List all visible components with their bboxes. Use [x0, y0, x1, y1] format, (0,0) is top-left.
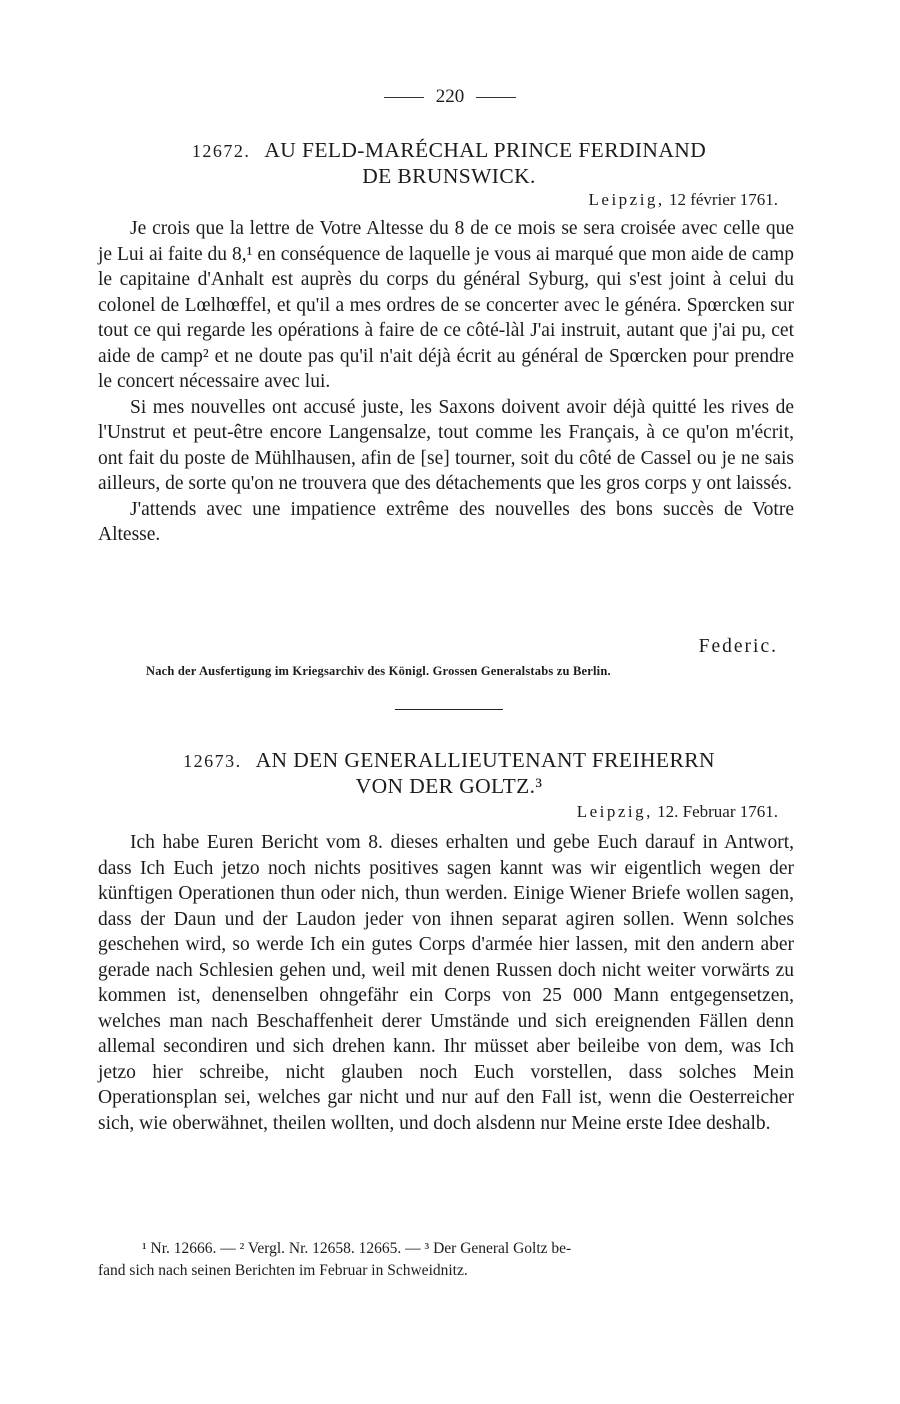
letter-heading-line: DE BRUNSWICK.: [362, 164, 536, 188]
letter-heading-line: [98, 748, 800, 774]
letter-date: 12 février 1761.: [668, 190, 778, 209]
letter-paragraph: Je crois que la lettre de Votre Altesse du 8 de ce mois se sera croisée avec celle que je Lui ai faite du 8,¹ en conséquence de laquelle je vous ai marqué que mon aide de camp le capitaine d'Anhalt est auprès du corps du général Syburg, qui s'est joint à celui du colonel de Lœlhœffel, et qu'il a mes ordres de se concerter avec le généra. Spœrcken sur tout ce qui regarde les opérations à faire de ce côté-làl J'ai instruit, autant que j'ai pu, cet aide de camp² et ne doute pas qu'il n'ait déjà écrit au général de Spœrcken pour prendre le concert nécessaire avec lui.: [98, 218, 794, 392]
letter-heading-line: [98, 138, 800, 164]
letter-heading: [98, 748, 800, 799]
letter-dateline: [589, 190, 778, 210]
letter-date-place: Leipzig,: [588, 190, 665, 209]
letter-date-place: Leipzig,: [576, 802, 653, 821]
letter-heading-line: VON DER GOLTZ.³: [355, 774, 543, 798]
letter-heading: [98, 138, 800, 189]
letter-paragraph: J'attends avec une impatience extrême des nouvelles des bons succès de Votre Altesse.: [98, 498, 794, 545]
letter-number: 12673.: [183, 751, 242, 771]
letter-heading-text: AU FELD-MARÉCHAL PRINCE FERDINAND: [264, 138, 707, 162]
page-number: 220: [435, 86, 465, 107]
header-dash-left: [384, 97, 424, 98]
source-note: Nach der Ausfertigung im Kriegsarchiv des Königl. Grossen Generalstabs zu Berlin.: [146, 664, 611, 678]
letter-body: [98, 216, 794, 548]
letter-dateline: [577, 802, 778, 822]
footnote-line: ¹ Nr. 12666. — ² Vergl. Nr. 12658. 12665. — ³ Der General Goltz be-: [142, 1240, 572, 1257]
letter-heading-text: AN DEN GENERALLIEUTENANT FREIHERRN: [255, 748, 715, 772]
letter-body: [98, 830, 794, 1136]
letter-paragraph: Ich habe Euren Bericht vom 8. dieses erhalten und gebe Euch darauf in Antwort, dass Ich Euch jetzo noch nichts positives sagen kannt was wir eigentlich wegen der künftigen Operationen thun oder nich, thun werden. Einige Wiener Briefe wollen sagen, dass der Daun und der Laudon jeder von ihnen separat agiren sollen. Wenn solches geschehen wird, so werde Ich ein gutes Corps d'armée hier lassen, mit den andern aber gerade nach Schlesien gehen und, weil mit denen Russen doch nicht weiter vorwärts zu kommen ist, denenselben ohngefähr ein Corps von 25 000 Mann entgegensetzen, welches man nach Beschaffenheit derer Umstände und sich ereignenden Fällen denn allemal secondiren und sich drehen kann. Ihr müsset aber beileibe von dem, was Ich jetzo hier schreibe, nicht glauben noch Euch vorstellen, dass solches Mein Operationsplan sei, welches gar nicht und nur auf den Fall ist, wenn die Oesterreicher sich, wie oberwähnet, theilen wollten, und doch alsdenn nur Meine erste Idee deshalb.: [98, 832, 794, 1134]
page-header: [370, 86, 530, 108]
section-separator: [395, 709, 503, 710]
letter-date: 12. Februar 1761.: [657, 802, 778, 821]
letter-paragraph: Si mes nouvelles ont accusé juste, les Saxons doivent avoir déjà quitté les rives de l'Unstrut et peut-être encore Langensalze, tout comme les Français, à ce qu'on m'écrit, ont fait du poste de Mühlhausen, afin de [se] tourner, soit du côté de Cassel ou je ne sais ailleurs, de sorte qu'on ne trouvera que des détachements que les gros corps y ont laissés.: [98, 396, 794, 494]
header-dash-right: [476, 97, 516, 98]
letter-number: 12672.: [191, 141, 251, 161]
footnote-line: fand sich nach seinen Berichten im Februar in Schweidnitz.: [98, 1262, 468, 1279]
footnotes: [98, 1238, 794, 1282]
letter-signature: Federic.: [698, 636, 778, 657]
